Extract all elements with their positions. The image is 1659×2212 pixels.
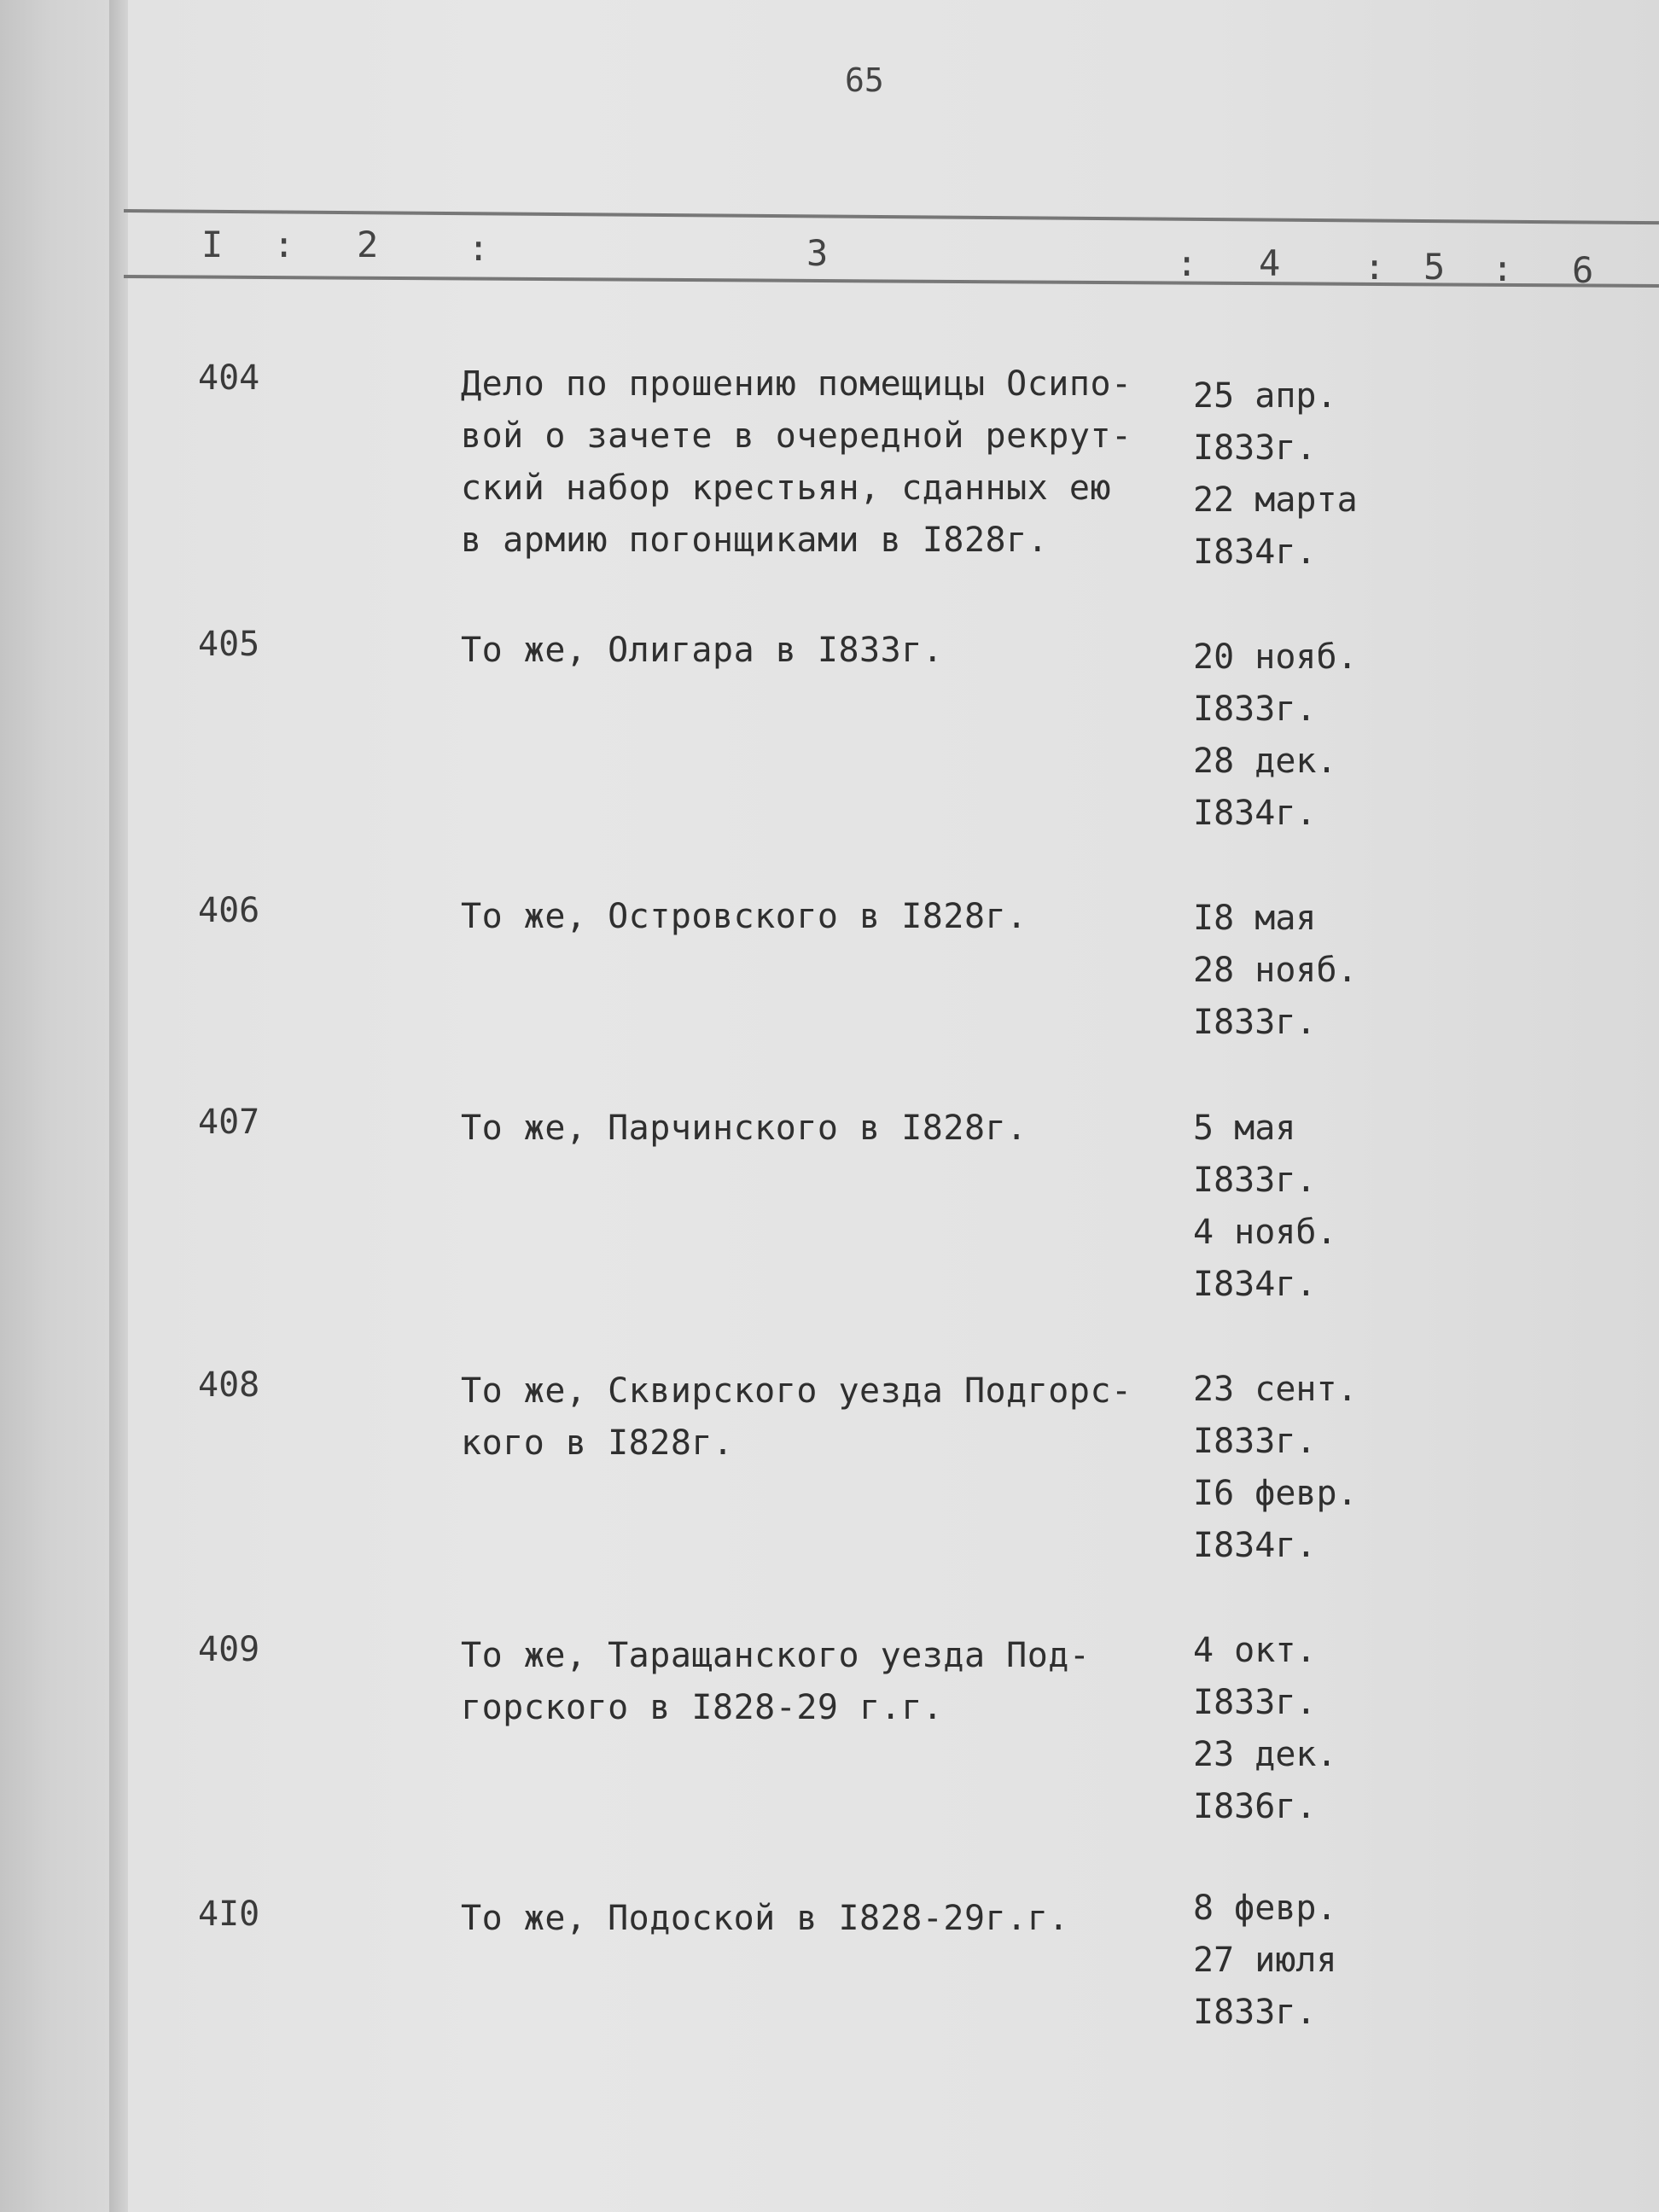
- column-header-3: 3: [806, 232, 829, 274]
- entry-number: 408: [198, 1365, 260, 1405]
- date-line: I834г.: [1193, 533, 1317, 572]
- entry-dates: [1193, 1883, 1337, 2039]
- entry-number: 405: [198, 625, 260, 664]
- entry-description: То же, Парчинского в I828г.: [461, 1109, 1027, 1148]
- column-separator: :: [1492, 247, 1514, 289]
- date-line: I833г.: [1193, 1003, 1317, 1042]
- column-header-4: 4: [1259, 242, 1281, 284]
- header-top-rule: [124, 209, 1659, 224]
- date-line: I6 февр.: [1193, 1474, 1358, 1513]
- date-line: 8 февр.: [1193, 1889, 1337, 1928]
- date-line: 28 дек.: [1193, 742, 1337, 781]
- date-line: I833г.: [1193, 1683, 1317, 1722]
- date-line: I833г.: [1193, 1422, 1317, 1461]
- date-line: 28 нояб.: [1193, 951, 1358, 990]
- entry-description: То же, Подоской в I828-29г.г.: [461, 1899, 1069, 1938]
- date-line: 23 дек.: [1193, 1735, 1337, 1774]
- date-line: 4 окт.: [1193, 1631, 1317, 1670]
- date-line: I834г.: [1193, 1526, 1317, 1565]
- date-line: I833г.: [1193, 1993, 1317, 2032]
- entry-number: 404: [198, 358, 260, 398]
- date-line: I833г.: [1193, 690, 1317, 729]
- date-line: I836г.: [1193, 1787, 1317, 1826]
- date-line: I833г.: [1193, 428, 1317, 468]
- column-separator: :: [1176, 242, 1198, 284]
- date-line: I833г.: [1193, 1161, 1317, 1200]
- column-separator: :: [468, 227, 490, 269]
- date-line: 20 нояб.: [1193, 637, 1358, 677]
- entry-number: 406: [198, 891, 260, 930]
- column-header-2: 2: [357, 224, 379, 265]
- entry-number: 407: [198, 1103, 260, 1142]
- entry-description: То же, Сквирского уезда Подгорс- кого в I828г.: [461, 1371, 1132, 1463]
- column-separator: :: [1364, 246, 1386, 288]
- column-header-5: 5: [1423, 246, 1446, 288]
- column-header-1: I: [201, 224, 224, 265]
- date-line: I834г.: [1193, 1265, 1317, 1304]
- entry-description: Дело по прошению помещицы Осипо- вой о зачете в очередной рекрут- ский набор крестьян, сданных ею в армию погонщиками в I828г.: [461, 364, 1132, 560]
- date-line: 27 июля: [1193, 1941, 1337, 1980]
- entry-description: То же, Островского в I828г.: [461, 897, 1027, 936]
- date-line: 22 марта: [1193, 480, 1358, 520]
- entry-dates: [1193, 632, 1358, 840]
- entry-dates: [1193, 1625, 1337, 1833]
- page-number: 65: [845, 61, 884, 99]
- binding-spine: [109, 0, 128, 2212]
- date-line: 4 нояб.: [1193, 1213, 1337, 1252]
- column-header-6: 6: [1572, 249, 1594, 291]
- entry-dates: [1193, 893, 1358, 1049]
- entry-description: То же, Олигара в I833г.: [461, 631, 944, 670]
- date-line: I8 мая: [1193, 899, 1317, 938]
- date-line: I834г.: [1193, 794, 1317, 833]
- entry-dates: [1193, 370, 1358, 579]
- date-line: 5 мая: [1193, 1109, 1296, 1148]
- entry-dates: [1193, 1364, 1358, 1572]
- date-line: 23 сент.: [1193, 1370, 1358, 1409]
- date-line: 25 апр.: [1193, 376, 1337, 416]
- entry-number: 409: [198, 1630, 260, 1669]
- entry-dates: [1193, 1103, 1337, 1311]
- entry-number: 4I0: [198, 1895, 260, 1934]
- entry-description: То же, Таращанского уезда Под- горского в I828-29 г.г.: [461, 1636, 1091, 1727]
- column-separator: :: [273, 224, 295, 265]
